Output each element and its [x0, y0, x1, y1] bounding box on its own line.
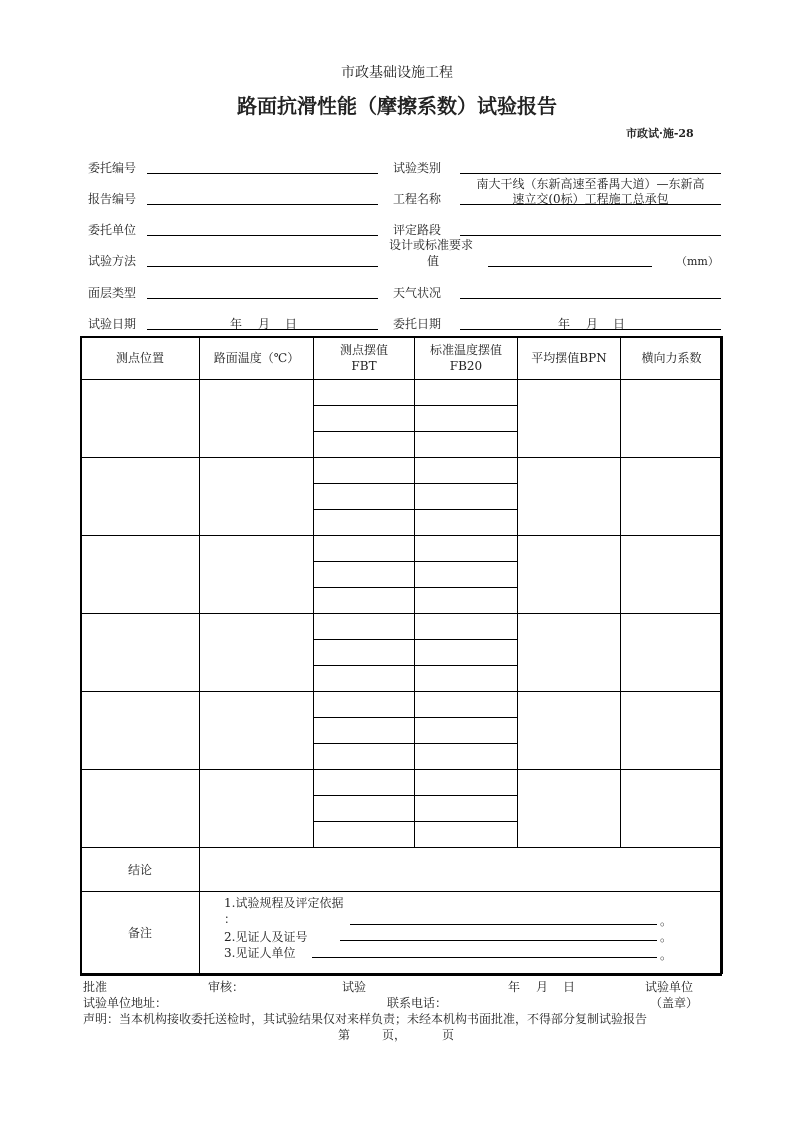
entrust-date-label: 委托日期 — [393, 317, 442, 331]
fb20-cell[interactable] — [415, 536, 518, 562]
position-cell[interactable] — [81, 614, 200, 692]
avg-cell[interactable] — [518, 458, 621, 536]
design-req-field[interactable] — [488, 266, 652, 267]
report-no-label: 报告编号 — [88, 192, 137, 206]
approve-label: 批准 — [83, 980, 108, 994]
conclusion-label: 结论 — [81, 848, 200, 892]
remark-2-field[interactable] — [340, 940, 657, 941]
position-cell[interactable] — [81, 692, 200, 770]
test-date-day: 日 — [285, 317, 298, 331]
test-category-label: 试验类别 — [393, 161, 442, 175]
temp-cell[interactable] — [200, 692, 314, 770]
table-row — [81, 770, 723, 796]
fbt-cell[interactable] — [314, 380, 415, 406]
eval-section-field[interactable] — [460, 235, 721, 236]
fbt-cell[interactable] — [314, 822, 415, 848]
test-method-label: 试验方法 — [88, 254, 137, 268]
avg-cell[interactable] — [518, 380, 621, 458]
footer-day: 日 — [563, 980, 576, 994]
temp-cell[interactable] — [200, 770, 314, 848]
fbt-cell[interactable] — [314, 458, 415, 484]
conclusion-row — [81, 848, 723, 892]
table-row — [81, 692, 723, 718]
conclusion-field[interactable] — [200, 848, 723, 892]
footer-month: 月 — [536, 980, 549, 994]
fbt-cell[interactable] — [314, 770, 415, 796]
position-cell[interactable] — [81, 536, 200, 614]
unit-mm: （mm） — [676, 255, 719, 268]
temp-cell[interactable] — [200, 536, 314, 614]
test-date-label: 试验日期 — [88, 317, 137, 331]
page-title: 路面抗滑性能（摩擦系数）试验报告 — [237, 94, 557, 118]
fb20-cell[interactable] — [415, 692, 518, 718]
address-label: 试验单位地址： — [83, 996, 168, 1010]
surface-type-label: 面层类型 — [88, 286, 137, 300]
fb20-cell[interactable] — [415, 796, 518, 822]
remarks-row — [81, 892, 723, 974]
project-name-label: 工程名称 — [393, 192, 442, 206]
project-name-value-2: 速立交(0标）工程施工总承包 — [512, 192, 669, 206]
remark-3-field[interactable] — [312, 957, 657, 958]
fb20-cell[interactable] — [415, 614, 518, 640]
avg-cell[interactable] — [518, 770, 621, 848]
avg-cell[interactable] — [518, 536, 621, 614]
page-suffix: 页 — [442, 1028, 455, 1042]
entrust-unit-field[interactable] — [147, 235, 378, 236]
fb20-cell[interactable] — [415, 380, 518, 406]
table-header-row — [81, 337, 723, 380]
surface-type-field[interactable] — [147, 298, 378, 299]
fbt-cell[interactable] — [314, 614, 415, 640]
page-mid: 页， — [382, 1028, 407, 1042]
remark-1: 1.试验规程及评定依据 — [224, 896, 344, 910]
lateral-cell[interactable] — [621, 770, 723, 848]
project-name-field[interactable] — [460, 204, 721, 205]
review-label: 审核： — [208, 980, 245, 994]
lateral-cell[interactable] — [621, 536, 723, 614]
remark-3-period: 。 — [660, 948, 673, 962]
test-label: 试验 — [342, 980, 367, 994]
org-title: 市政基础设施工程 — [341, 65, 453, 81]
fb20-cell[interactable] — [415, 666, 518, 692]
position-cell[interactable] — [81, 458, 200, 536]
weather-label: 天气状况 — [393, 286, 442, 300]
test-date-year: 年 — [230, 317, 243, 331]
fbt-cell[interactable] — [314, 484, 415, 510]
avg-cell[interactable] — [518, 614, 621, 692]
remark-2: 2.见证人及证号 — [224, 930, 308, 944]
remark-1-colon: ： — [224, 912, 237, 926]
test-unit-label: 试验单位 — [645, 980, 694, 994]
fb20-cell[interactable] — [415, 718, 518, 744]
fb20-cell[interactable] — [415, 822, 518, 848]
fb20-cell[interactable] — [415, 458, 518, 484]
table-row — [81, 614, 723, 640]
fbt-cell[interactable] — [314, 406, 415, 432]
remarks-content — [200, 892, 723, 974]
col-lateral: 横向力系数 — [621, 337, 723, 380]
entrust-unit-label: 委托单位 — [88, 223, 137, 237]
remarks-label: 备注 — [81, 892, 200, 974]
remark-2-period: 。 — [660, 930, 673, 944]
fbt-cell[interactable] — [314, 718, 415, 744]
col-fb20: 标准温度摆值 FB20 — [415, 337, 518, 380]
table-row — [81, 536, 723, 562]
entrust-date-year: 年 — [558, 317, 571, 331]
fbt-cell[interactable] — [314, 640, 415, 666]
fb20-cell[interactable] — [415, 770, 518, 796]
entrust-no-label: 委托编号 — [88, 161, 137, 175]
fbt-cell[interactable] — [314, 692, 415, 718]
test-method-field[interactable] — [147, 266, 378, 267]
fbt-cell[interactable] — [314, 588, 415, 614]
lateral-cell[interactable] — [621, 692, 723, 770]
table-row — [81, 380, 723, 406]
avg-cell[interactable] — [518, 692, 621, 770]
fb20-cell[interactable] — [415, 510, 518, 536]
remark-3: 3.见证人单位 — [224, 946, 296, 960]
report-no-field[interactable] — [147, 204, 378, 205]
design-req-label-1: 设计或标准要求 — [389, 238, 474, 252]
temp-cell[interactable] — [200, 380, 314, 458]
project-name-value-1: 南大干线（东新高速至番禺大道）—东新高 — [476, 177, 705, 191]
col-position: 测点位置 — [81, 337, 200, 380]
lateral-cell[interactable] — [621, 614, 723, 692]
fbt-cell[interactable] — [314, 744, 415, 770]
test-category-field[interactable] — [460, 173, 721, 174]
remark-1-field[interactable] — [350, 924, 657, 925]
page-prefix: 第 — [338, 1028, 351, 1042]
fb20-cell[interactable] — [415, 588, 518, 614]
design-req-label-2: 值 — [427, 254, 440, 268]
footer-year: 年 — [508, 980, 521, 994]
seal-label: （盖章） — [650, 996, 699, 1010]
fbt-cell[interactable] — [314, 510, 415, 536]
col-avg: 平均摆值BPN — [518, 337, 621, 380]
fb20-cell[interactable] — [415, 484, 518, 510]
fbt-cell[interactable] — [314, 432, 415, 458]
position-cell[interactable] — [81, 770, 200, 848]
position-cell[interactable] — [81, 380, 200, 458]
temp-cell[interactable] — [200, 614, 314, 692]
fbt-cell[interactable] — [314, 666, 415, 692]
lateral-cell[interactable] — [621, 458, 723, 536]
entrust-date-day: 日 — [613, 317, 626, 331]
fb20-cell[interactable] — [415, 640, 518, 666]
fb20-cell[interactable] — [415, 432, 518, 458]
fbt-cell[interactable] — [314, 536, 415, 562]
weather-field[interactable] — [460, 298, 721, 299]
temp-cell[interactable] — [200, 458, 314, 536]
statement: 声明：当本机构接收委托送检时，其试验结果仅对来样负责；未经本机构书面批准，不得部分复制试验报告 — [83, 1012, 648, 1026]
fbt-cell[interactable] — [314, 796, 415, 822]
eval-section-label: 评定路段 — [393, 223, 442, 237]
col-temp: 路面温度（℃） — [200, 337, 314, 380]
entrust-no-field[interactable] — [147, 173, 378, 174]
fb20-cell[interactable] — [415, 406, 518, 432]
entrust-date-month: 月 — [586, 317, 599, 331]
lateral-cell[interactable] — [621, 380, 723, 458]
fb20-cell[interactable] — [415, 562, 518, 588]
data-table — [80, 336, 723, 974]
fbt-cell[interactable] — [314, 562, 415, 588]
phone-label: 联系电话： — [387, 996, 448, 1010]
form-code: 市政试·施-28 — [626, 127, 694, 140]
test-date-month: 月 — [258, 317, 271, 331]
fb20-cell[interactable] — [415, 744, 518, 770]
remark-1-period: 。 — [660, 914, 673, 928]
col-fbt: 测点摆值 FBT — [314, 337, 415, 380]
table-row — [81, 458, 723, 484]
